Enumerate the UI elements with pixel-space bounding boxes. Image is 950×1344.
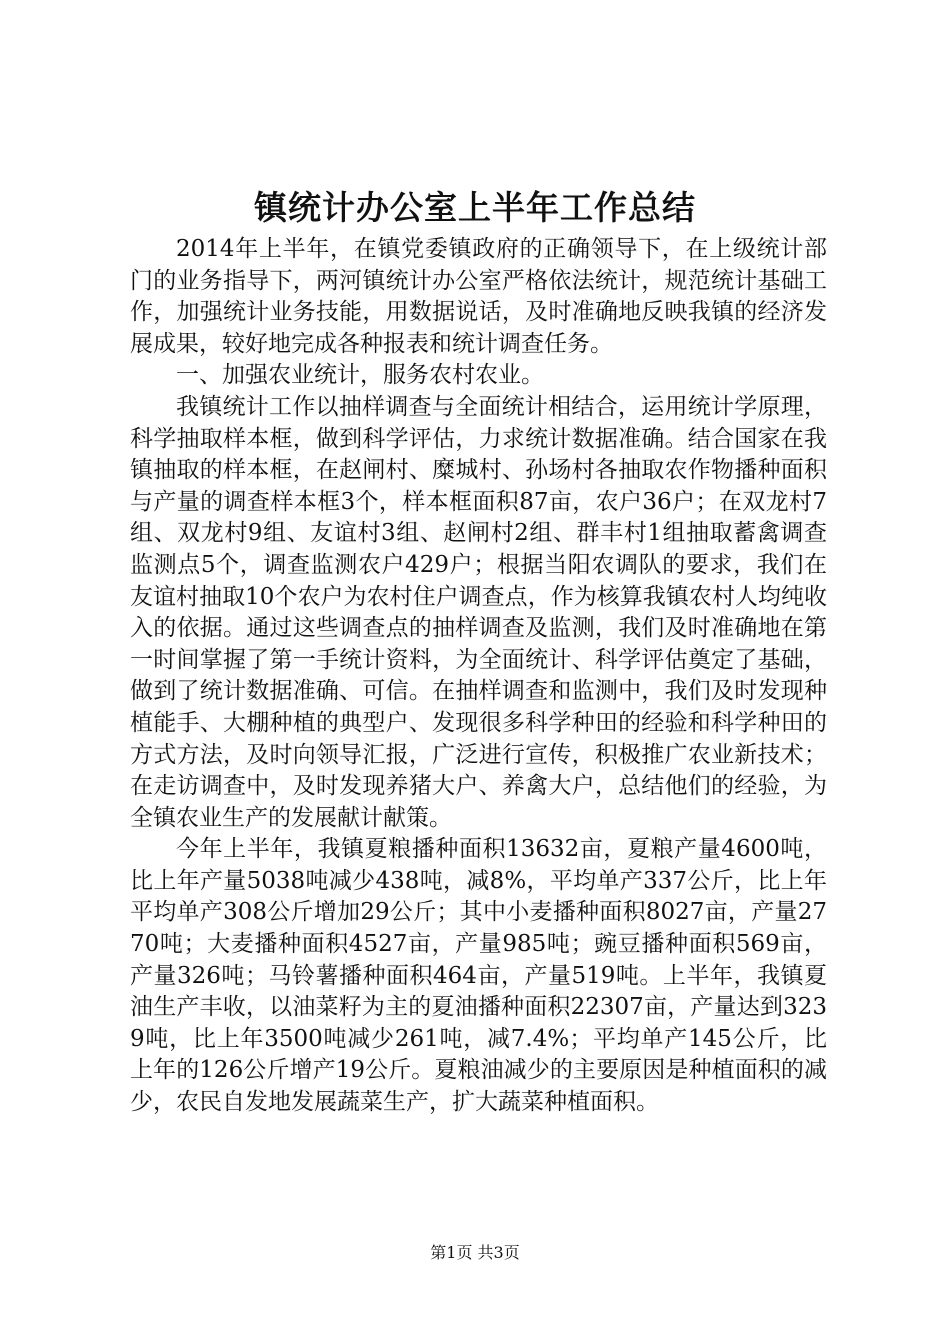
section-heading-1: 一、加强农业统计，服务农村农业。	[176, 362, 544, 389]
document-title: 镇统计办公室上半年工作总结	[254, 188, 696, 227]
paragraph-sampling: 我镇统计工作以抽样调查与全面统计相结合，运用统计学原理，科学抽取样本框，做到科学评估，力求统计数据准确。结合国家在我镇抽取的样本框，在赵闸村、糜城村、孙场村各抽取农作物播种面积与产量的调查样本框3个，样本框面积87亩，农户36户；在双龙村7组、双龙村9组、友谊村3组、赵闸村2组、群丰村1组抽取蓄禽调查监测点5个，调查监测农户429户；根据当阳农调队的要求，我们在友谊村抽取10个农户为农村住户调查点，作为核算我镇农村人均纯收入的依据。通过这些调查点的抽样调查及监测，我们及时准确地在第一时间掌握了第一手统计资料，为全面统计、科学评估奠定了基础，做到了统计数据准确、可信。在抽样调查和监测中，我们及时发现种植能手、大棚种植的典型户、发现很多科学种田的经验和科学种田的方式方法，及时向领导汇报，广泛进行宣传，积极推广农业新技术；在走访调查中，及时发现养猪大户、养禽大户，总结他们的经验，为全镇农业生产的发展献计献策。	[130, 393, 827, 831]
document-body	[130, 234, 827, 1119]
paragraph-production: 今年上半年，我镇夏粮播种面积13632亩，夏粮产量4600吨，比上年产量5038吨减少438吨，减8%，平均单产337公斤，比上年平均单产308公斤增加29公斤；其中小麦播种面积8027亩，产量2770吨；大麦播种面积4527亩，产量985吨；豌豆播种面积569亩，产量326吨；马铃薯播种面积464亩，产量519吨。上半年，我镇夏油生产丰收，以油菜籽为主的夏油播种面积22307亩，产量达到3239吨，比上年3500吨减少261吨，减7.4%；平均单产145公斤，比上年的126公斤增产19公斤。夏粮油减少的主要原因是种植面积的减少，农民自发地发展蔬菜生产，扩大蔬菜种植面积。	[130, 836, 827, 1116]
page-footer: 第1页 共3页	[430, 1243, 520, 1262]
paragraph-intro: 2014年上半年，在镇党委镇政府的正确领导下，在上级统计部门的业务指导下，两河镇统计办公室严格依法统计，规范统计基础工作，加强统计业务技能，用数据说话，及时准确地反映我镇的经济发展成果，较好地完成各种报表和统计调查任务。	[130, 236, 827, 357]
